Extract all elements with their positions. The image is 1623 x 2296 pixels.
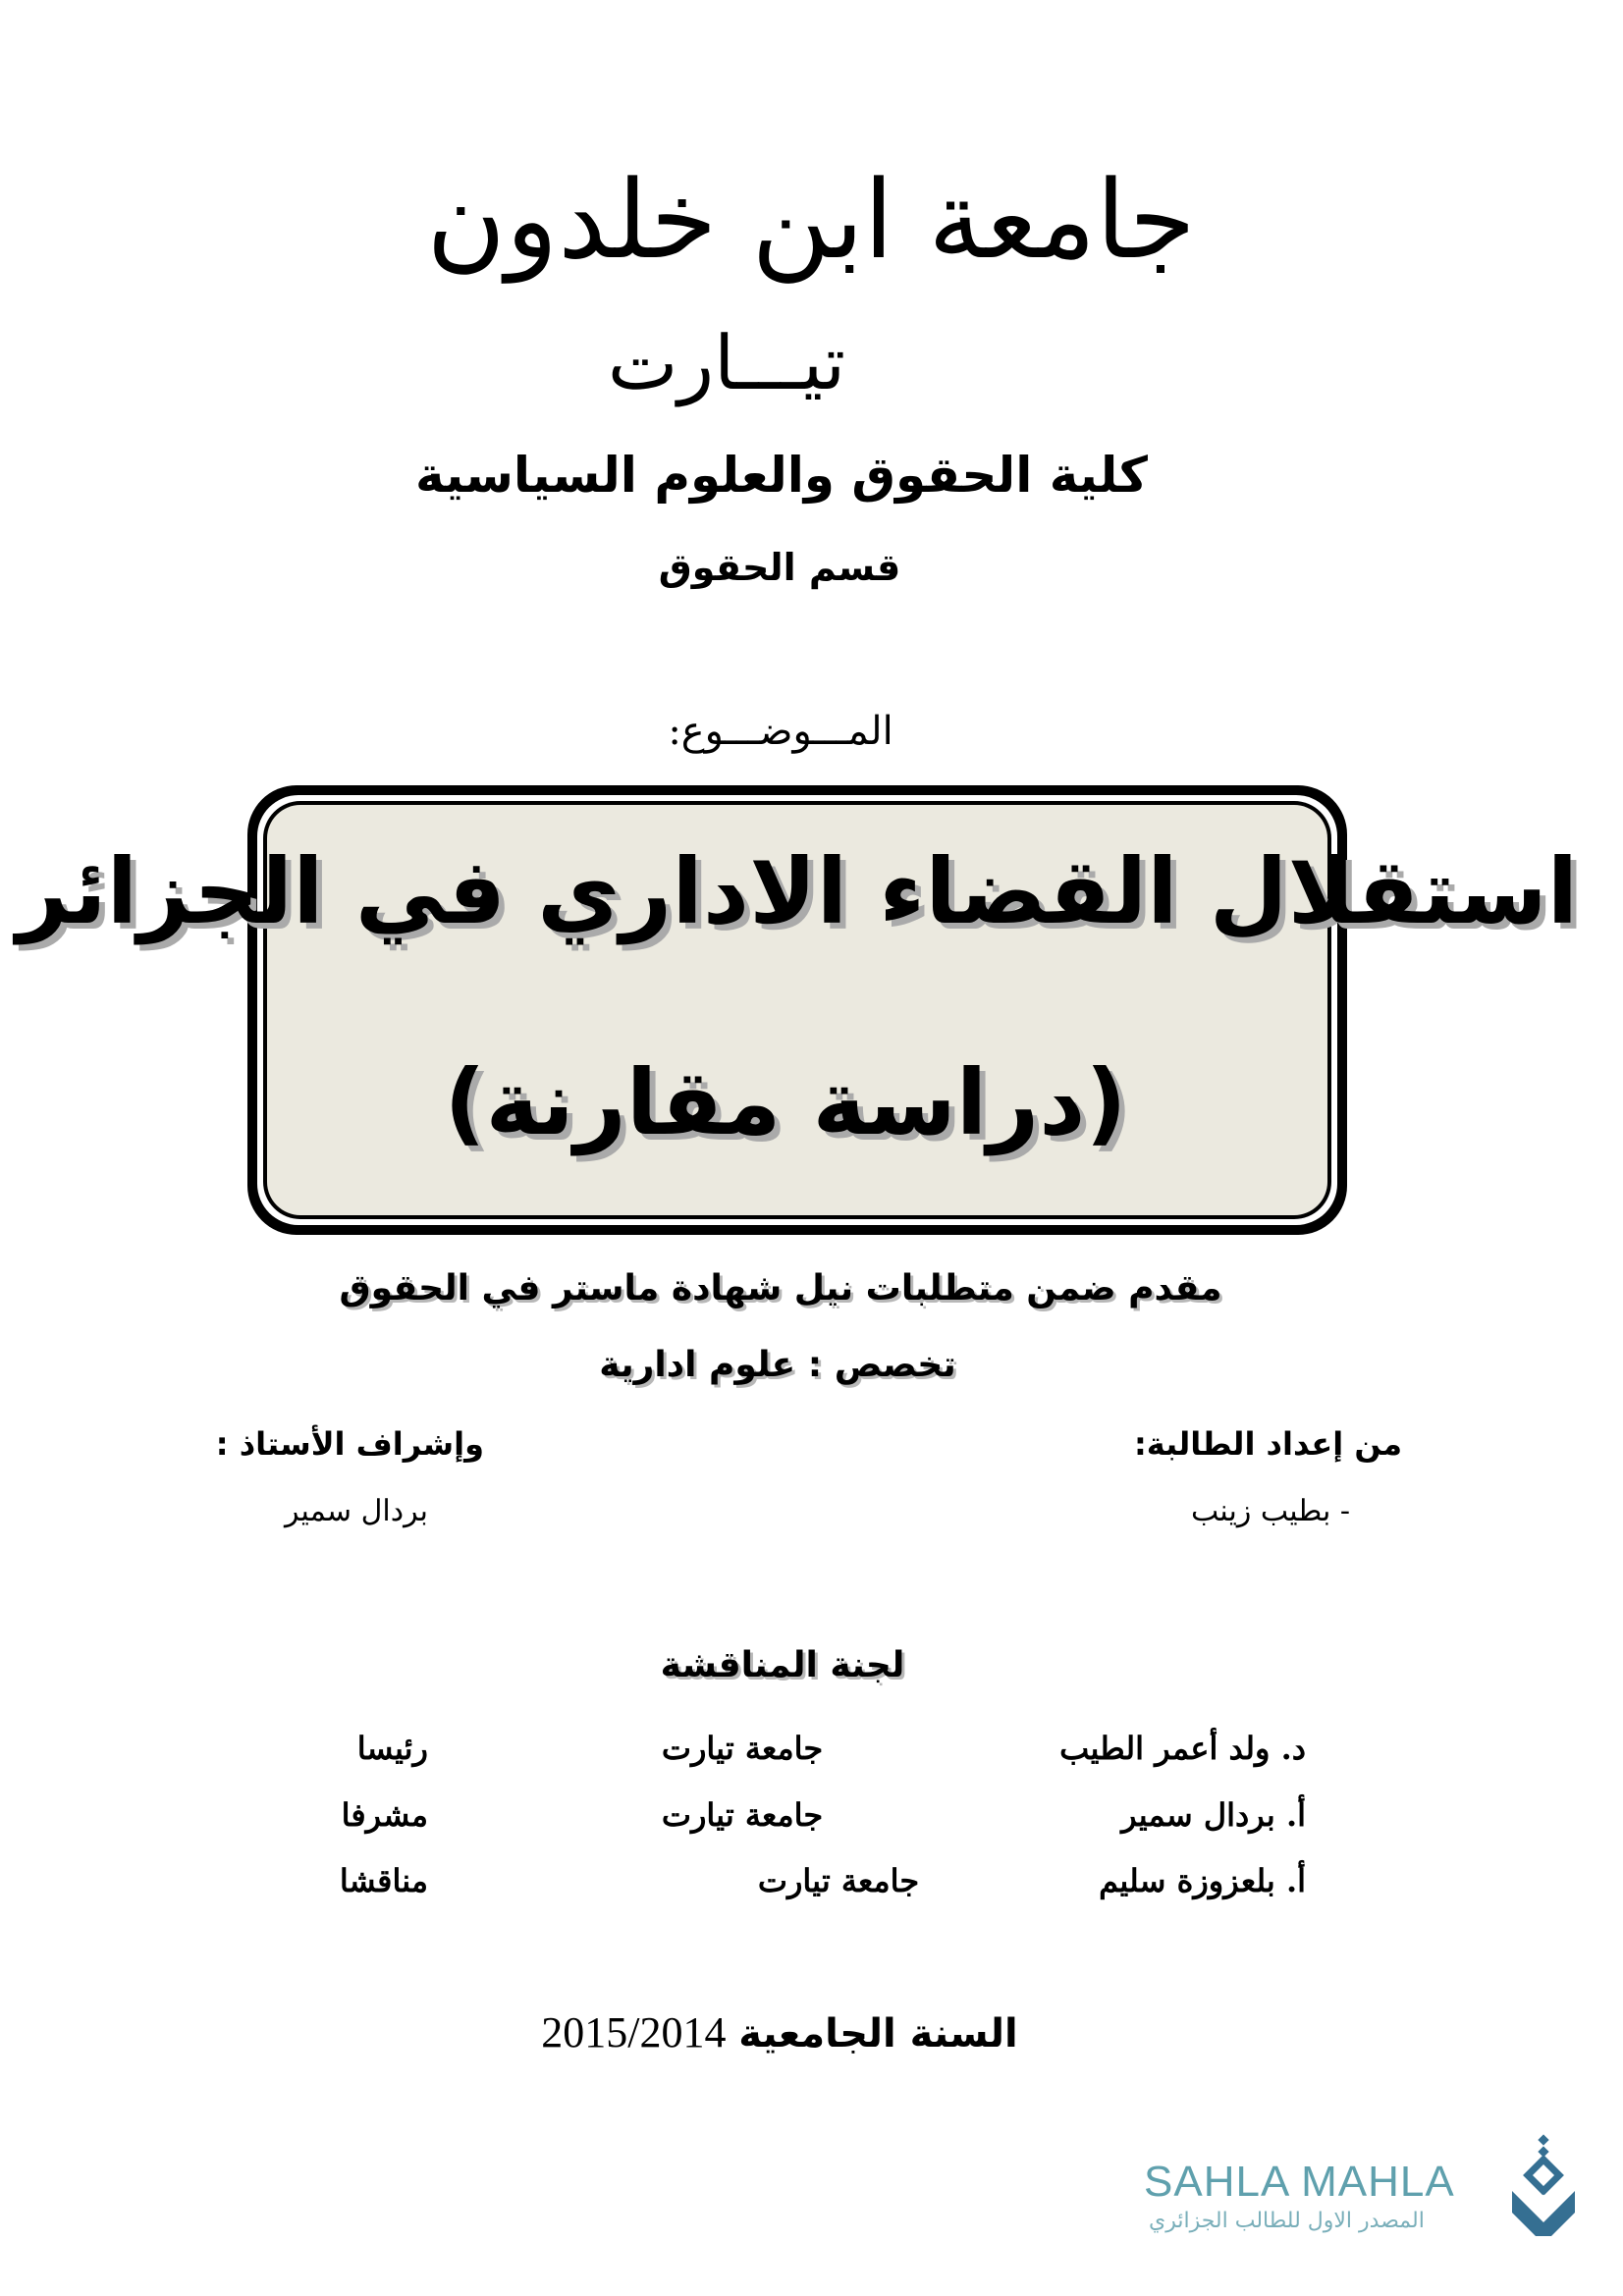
member-university: جامعة تيارت: [757, 1862, 920, 1899]
member-role: مناقشا: [339, 1862, 428, 1899]
academic-year-value: 2015/2014: [541, 2008, 727, 2056]
thesis-title: استقلال القضاء الاداري في الجزائر: [16, 839, 1579, 944]
watermark-tagline: المصدر الاول للطالب الجزائري: [1149, 2209, 1425, 2233]
supervision-label: وإشراف الأستاذ :: [215, 1425, 484, 1463]
prepared-by-label: من إعداد الطالبة:: [1133, 1425, 1402, 1463]
member-university: جامعة تيارت: [661, 1796, 824, 1834]
supervisor-name: بردال سمير: [284, 1494, 428, 1528]
member-role: مشرفا: [341, 1796, 428, 1834]
sahla-mahla-logo-icon: [1504, 2134, 1583, 2244]
degree-statement: مقدم ضمن متطلبات نيل شهادة ماستر في الحقوق: [339, 1268, 1222, 1308]
member-name: د. ولد أعمر الطيب: [1059, 1730, 1306, 1767]
faculty-name: كلية الحقوق والعلوم السياسية: [415, 447, 1148, 504]
student-name: - بطيب زينب: [1190, 1494, 1350, 1528]
subject-label: المـــوضـــوع:: [668, 709, 893, 754]
member-name: أ. بردال سمير: [1121, 1796, 1306, 1834]
thesis-subtitle: (دراسة مقارنة): [444, 1050, 1127, 1155]
academic-year-label: السنة الجامعية: [738, 2011, 1018, 2056]
academic-year: [541, 2007, 1017, 2057]
member-role: رئيسا: [356, 1730, 428, 1767]
department-name: قسم الحقوق: [658, 546, 901, 589]
sahla-mahla-watermark: [1139, 2130, 1591, 2248]
member-university: جامعة تيارت: [661, 1730, 824, 1767]
city-name: تيـــارت: [607, 319, 846, 406]
university-name: جامعة ابن خلدون: [426, 157, 1196, 283]
committee-title: لجنة المناقشة: [660, 1645, 905, 1685]
specialization: تخصص : علوم ادارية: [599, 1345, 956, 1385]
watermark-name: SAHLA MAHLA: [1144, 2158, 1455, 2206]
member-name: أ. بلعزوزة سليم: [1099, 1862, 1306, 1899]
